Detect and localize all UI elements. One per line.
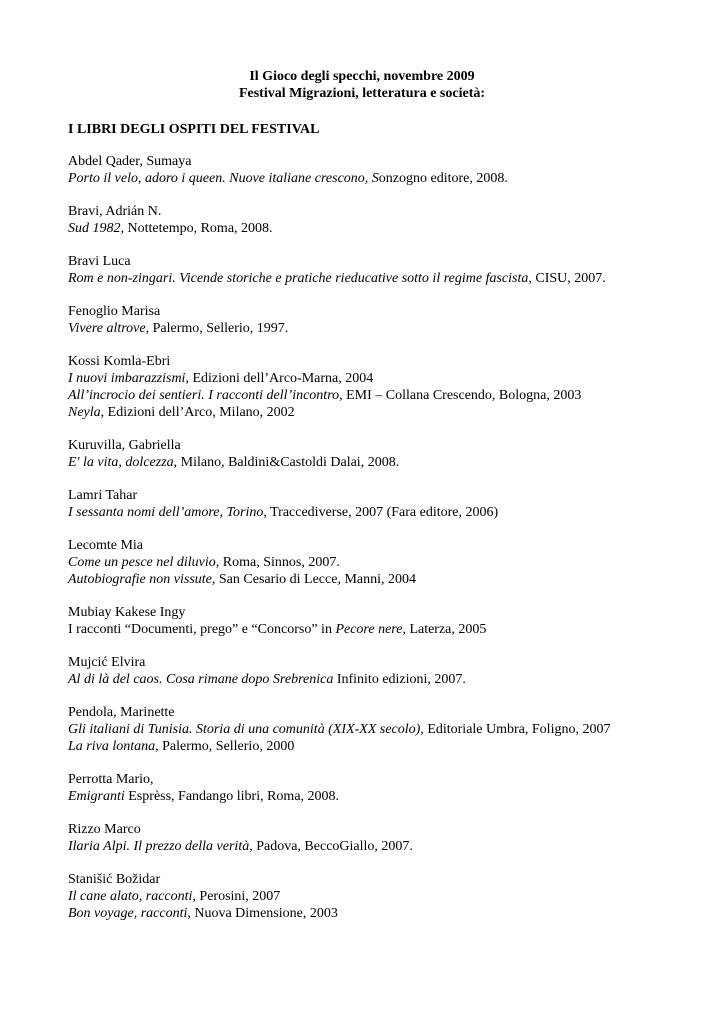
book-entry <box>68 303 688 337</box>
book-entry <box>68 871 688 922</box>
book-entry <box>68 253 688 287</box>
entry-work <box>68 320 688 337</box>
entry-work <box>68 387 688 404</box>
entry-work <box>68 170 688 187</box>
entry-work <box>68 721 688 738</box>
work-details: , EMI – Collana Crescendo, Bologna, 2003 <box>339 388 582 403</box>
entry-work <box>68 220 688 237</box>
entry-work <box>68 504 688 521</box>
book-list <box>68 153 688 938</box>
book-entry <box>68 353 688 421</box>
book-entry <box>68 537 688 588</box>
work-details: , Nuova Dimensione, 2003 <box>187 906 338 921</box>
work-title: All’incrocio dei sentieri. I racconti dell’incontro <box>68 388 340 403</box>
work-title: Porto il velo, adoro i queen. Nuove italiane crescono, S <box>68 171 379 186</box>
entry-author: Stanišić Božidar <box>68 872 161 887</box>
book-entry <box>68 487 688 521</box>
entry-work <box>68 571 688 588</box>
work-details: , Edizioni dell’Arco, Milano, 2002 <box>100 405 295 420</box>
work-title: I sessanta nomi dell’amore, Torino <box>68 505 264 520</box>
work-details: , Padova, BeccoGiallo, 2007. <box>249 839 413 854</box>
work-title: Pecore nere <box>335 622 403 637</box>
work-details: , Laterza, 2005 <box>402 622 487 637</box>
work-details: , Edizioni dell’Arco-Marna, 2004 <box>185 371 374 386</box>
work-details: , Roma, Sinnos, 2007. <box>215 555 340 570</box>
work-details: , San Cesario di Lecce, Manni, 2004 <box>211 572 417 587</box>
entry-author: Lecomte Mia <box>68 538 144 553</box>
entry-work <box>68 621 688 638</box>
work-title: Sud 1982, <box>68 221 124 236</box>
work-title: Rom e non-zingari. Vicende storiche e pratiche rieducative sotto il regime fascista <box>68 271 529 286</box>
work-details: , Palermo, Sellerio, 2000 <box>155 739 295 754</box>
work-title: Come un pesce nel diluvio <box>68 555 216 570</box>
work-title: E' la vita, dolcezza <box>68 455 174 470</box>
header-line-1: Il Gioco degli specchi, novembre 2009 <box>249 69 475 84</box>
entry-work <box>68 270 688 287</box>
work-details: Nottetempo, Roma, 2008. <box>124 221 273 236</box>
work-details: , Perosini, 2007 <box>192 889 281 904</box>
book-entry <box>68 704 688 755</box>
entry-work <box>68 370 688 387</box>
entry-author: Kuruvilla, Gabriella <box>68 438 181 453</box>
entry-author: Fenoglio Marisa <box>68 304 161 319</box>
entry-work <box>68 738 688 755</box>
work-title: Il cane alato, racconti <box>68 889 193 904</box>
entry-author: Mujcić Elvira <box>68 655 146 670</box>
book-entry <box>68 604 688 638</box>
work-details: Esprèss, Fandango libri, Roma, 2008. <box>124 789 340 804</box>
entry-author: Perrotta Mario, <box>68 772 154 787</box>
work-title: Neyla <box>68 405 101 420</box>
work-title: Gli italiani di Tunisia. Storia di una comunità (XIX-XX secolo), <box>68 722 424 737</box>
book-entry <box>68 203 688 237</box>
entry-author: Rizzo Marco <box>68 822 141 837</box>
work-title: Ilaria Alpi. Il prezzo della verità <box>68 839 250 854</box>
work-details: , Palermo, Sellerio, 1997. <box>145 321 289 336</box>
work-title: La riva lontana <box>68 739 156 754</box>
entry-work <box>68 838 688 855</box>
work-details: , Traccediverse, 2007 (Fara editore, 2006) <box>263 505 499 520</box>
work-title: Autobiografie non vissute <box>68 572 212 587</box>
entry-work <box>68 671 688 688</box>
book-entry <box>68 821 688 855</box>
work-details: Editoriale Umbra, Foligno, 2007 <box>423 722 611 737</box>
book-entry <box>68 654 688 688</box>
entry-work <box>68 888 688 905</box>
entry-author: Mubiay Kakese Ingy <box>68 605 186 620</box>
work-details: , Milano, Baldini&Castoldi Dalai, 2008. <box>173 455 400 470</box>
entry-work <box>68 788 688 805</box>
entry-author: Bravi Luca <box>68 254 131 269</box>
work-title: Emigranti <box>68 789 125 804</box>
book-entry <box>68 153 688 187</box>
entry-author: Pendola, Marinette <box>68 705 175 720</box>
work-title: Al di là del caos. Cosa rimane dopo Srebrenica <box>68 672 334 687</box>
entry-work <box>68 404 688 421</box>
entry-work <box>68 905 688 922</box>
entry-author: Bravi, Adrián N. <box>68 204 162 219</box>
document-header <box>0 68 724 102</box>
work-details: Infinito edizioni, 2007. <box>333 672 466 687</box>
entry-author: Lamri Tahar <box>68 488 138 503</box>
entry-work <box>68 454 688 471</box>
header-line-2: Festival Migrazioni, letteratura e società: <box>238 86 486 101</box>
book-entry <box>68 771 688 805</box>
work-details: , CISU, 2007. <box>528 271 606 286</box>
work-title: Bon voyage, racconti <box>68 906 188 921</box>
section-title: I LIBRI DEGLI OSPITI DEL FESTIVAL <box>68 122 320 137</box>
entry-author: Abdel Qader, Sumaya <box>68 154 192 169</box>
work-prefix: I racconti “Documenti, prego” e “Concorso” in <box>68 622 336 637</box>
entry-author: Kossi Komla-Ebri <box>68 354 171 369</box>
entry-work <box>68 554 688 571</box>
work-title: Vivere altrove <box>68 321 146 336</box>
work-details: onzogno editore, 2008. <box>378 171 508 186</box>
work-title: I nuovi imbarazzismi <box>68 371 186 386</box>
book-entry <box>68 437 688 471</box>
